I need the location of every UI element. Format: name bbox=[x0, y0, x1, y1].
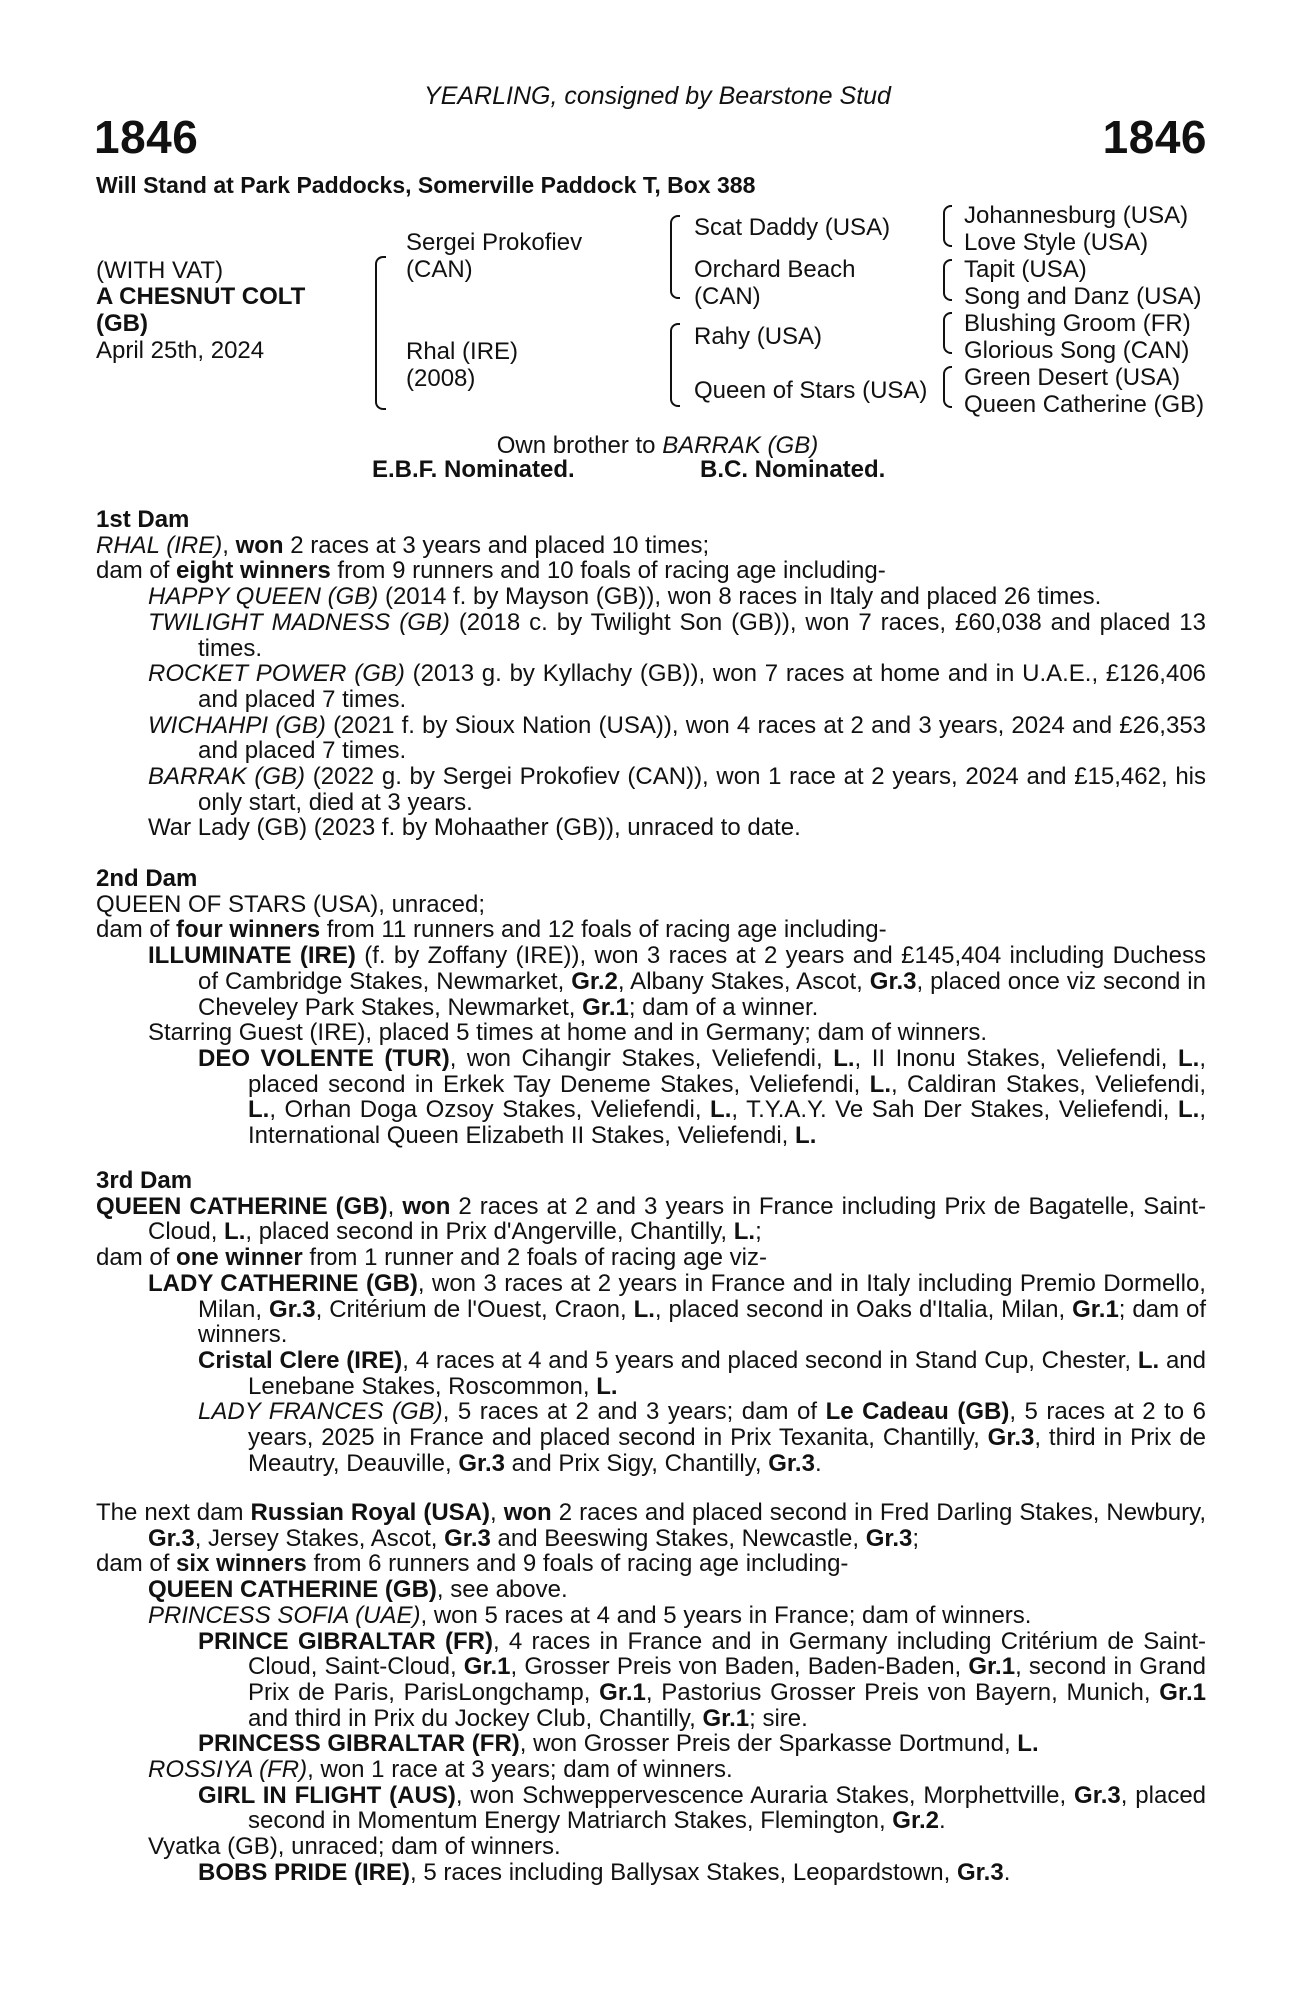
pedigree-brace-g12 bbox=[943, 205, 952, 247]
lot-number-left: 1846 bbox=[94, 111, 199, 163]
next-dam-grandproduce-4: BOBS PRIDE (IRE), 5 races including Ballysax Stakes, Leopardstown, Gr.3. bbox=[198, 1858, 1011, 1886]
second-dam-heading: 2nd Dam bbox=[96, 865, 198, 892]
dam-year: (2008) bbox=[406, 365, 476, 392]
first-dam-produce-3: ROCKET POWER (GB) (2013 g. by Kyllachy (GB)), won 7 races at home and in U.A.E., £126,406 and placed 7 times. bbox=[148, 660, 1207, 713]
first-dam-produce-5: BARRAK (GB) (2022 g. by Sergei Prokofiev (CAN)), won 1 race at 2 years, 2024 and £15,462, his only start, died at 3 years. bbox=[148, 763, 1206, 816]
pedigree-g4: Song and Danz (USA) bbox=[964, 283, 1202, 310]
next-dam-grandproduce-2: PRINCESS GIBRALTAR (FR), won Grosser Preis der Sparkasse Dortmund, L. bbox=[198, 1730, 1039, 1758]
dam-sire: Rahy (USA) bbox=[694, 323, 823, 350]
pedigree-g5: Blushing Groom (FR) bbox=[964, 310, 1191, 337]
stand-location: Will Stand at Park Paddocks, Somerville Paddock T, Box 388 bbox=[96, 172, 756, 198]
ebf-nominated: E.B.F. Nominated. bbox=[372, 456, 575, 483]
dam-dam: Queen of Stars (USA) bbox=[694, 377, 928, 404]
sire-dam-country: (CAN) bbox=[694, 283, 761, 310]
first-dam-produce-summary: dam of eight winners from 9 runners and 10 foals of racing age including- bbox=[96, 557, 886, 585]
first-dam-heading: 1st Dam bbox=[96, 506, 190, 533]
third-dam-heading: 3rd Dam bbox=[96, 1167, 193, 1194]
horse-description: A CHESNUT COLT bbox=[96, 283, 306, 310]
next-dam-section bbox=[96, 1500, 1206, 1886]
next-dam-produce-2: PRINCESS SOFIA (UAE), won 5 races at 4 and 5 years in France; dam of winners. bbox=[148, 1601, 1032, 1629]
horse-country: (GB) bbox=[96, 310, 148, 337]
pedigree-brace-dam bbox=[670, 323, 680, 407]
own-brother-note: Own brother to BARRAK (GB) bbox=[496, 432, 819, 459]
second-dam-produce-summary: dam of four winners from 11 runners and 12 foals of racing age including- bbox=[96, 916, 887, 944]
vat-note: (WITH VAT) bbox=[96, 257, 224, 284]
sire-name: Sergei Prokofiev bbox=[406, 229, 583, 256]
pedigree-g8: Queen Catherine (GB) bbox=[964, 391, 1205, 418]
next-dam-produce-summary: dam of six winners from 6 runners and 9 foals of racing age including- bbox=[96, 1550, 849, 1578]
pedigree-brace-g34 bbox=[943, 259, 952, 301]
pedigree-g7: Green Desert (USA) bbox=[964, 364, 1181, 391]
third-dam-intro: QUEEN CATHERINE (GB), won 2 races at 2 and 3 years in France including Prix de Bagatelle, Saint-Cloud, L., placed second in Prix d'Angerville, Chantilly, L.; bbox=[96, 1192, 1207, 1246]
dam-name: Rhal (IRE) bbox=[406, 338, 519, 365]
first-dam-section bbox=[96, 507, 1206, 841]
second-dam-produce-2: Starring Guest (IRE), placed 5 times at home and in Germany; dam of winners. bbox=[148, 1019, 988, 1047]
third-dam-produce-1: LADY CATHERINE (GB), won 3 races at 2 years in France and in Italy including Premio Dormello, Milan, Gr.3, Critérium de l'Ouest, Craon, L., placed second in Oaks d'Italia, Milan, Gr.1; dam of winners. bbox=[148, 1269, 1206, 1349]
catalogue-subtitle: YEARLING, consigned by Bearstone Stud bbox=[424, 82, 891, 110]
third-dam-produce-summary: dam of one winner from 1 runner and 2 foals of racing age viz- bbox=[96, 1244, 767, 1272]
first-dam-produce-2: TWILIGHT MADNESS (GB) (2018 c. by Twilight Son (GB)), won 7 races, £60,038 and placed 13 times. bbox=[148, 608, 1206, 662]
pedigree-brace-g56 bbox=[943, 312, 952, 354]
lot-number-right: 1846 bbox=[1102, 111, 1207, 163]
pedigree-g3: Tapit (USA) bbox=[964, 256, 1087, 283]
pedigree-g6: Glorious Song (CAN) bbox=[964, 337, 1190, 364]
next-dam-produce-1: QUEEN CATHERINE (GB), see above. bbox=[148, 1576, 568, 1604]
first-dam-produce-6: War Lady (GB) (2023 f. by Mohaather (GB)), unraced to date. bbox=[148, 814, 801, 842]
second-dam-section bbox=[96, 866, 1206, 1149]
second-dam-intro: QUEEN OF STARS (USA), unraced; bbox=[96, 890, 485, 918]
sire-country: (CAN) bbox=[406, 256, 473, 283]
first-dam-intro: RHAL (IRE), won 2 races at 3 years and placed 10 times; bbox=[96, 531, 710, 559]
third-dam-section bbox=[96, 1168, 1206, 1476]
first-dam-produce-4: WICHAHPI (GB) (2021 f. by Sioux Nation (USA)), won 4 races at 2 and 3 years, 2024 and £26,353 and placed 7 times. bbox=[148, 711, 1207, 765]
third-dam-grandproduce-1: Cristal Clere (IRE), 4 races at 4 and 5 years and placed second in Stand Cup, Chester, L. and Lenebane Stakes, Roscommon, L. bbox=[198, 1346, 1206, 1400]
second-dam-produce-1: ILLUMINATE (IRE) (f. by Zoffany (IRE)), won 3 races at 2 years and £145,404 including Duchess of Cambridge Stakes, Newmarket, Gr.2, Albany Stakes, Ascot, Gr.3, placed once viz second in Cheveley Park Stakes, Newmarket, Gr.1; dam of a winner. bbox=[148, 942, 1206, 1021]
sire-sire: Scat Daddy (USA) bbox=[694, 214, 891, 241]
next-dam-intro: The next dam Russian Royal (USA), won 2 races and placed second in Fred Darling Stakes, Newbury, Gr.3, Jersey Stakes, Ascot, Gr.3 and Beeswing Stakes, Newcastle, Gr.3; bbox=[96, 1499, 1206, 1552]
pedigree-brace-g78 bbox=[943, 366, 952, 408]
third-dam-grandproduce-2: LADY FRANCES (GB), 5 races at 2 and 3 years; dam of Le Cadeau (GB), 5 races at 2 to 6 years, 2025 in France and placed second in Prix Texanita, Chantilly, Gr.3, third in Prix de Meautry, Deauville, Gr.3 and Prix Sigy, Chantilly, Gr.3. bbox=[198, 1398, 1207, 1477]
next-dam-grandproduce-3: GIRL IN FLIGHT (AUS), won Schweppervescence Auraria Stakes, Morphettville, Gr.3, placed second in Momentum Energy Matriarch Stakes, Flemington, Gr.2. bbox=[198, 1781, 1207, 1835]
sire-dam-name: Orchard Beach bbox=[694, 256, 856, 283]
pedigree-brace-main bbox=[375, 256, 386, 410]
next-dam-grandproduce-1: PRINCE GIBRALTAR (FR), 4 races in France and in Germany including Critérium de Saint-Cloud, Saint-Cloud, Gr.1, Grosser Preis von Baden, Baden-Baden, Gr.1, second in Grand Prix de Paris, ParisLongchamp, Gr.1, Pastorius Grosser Preis von Bayern, Munich, Gr.1 and third in Prix du Jockey Club, Chantilly, Gr.1; sire. bbox=[198, 1627, 1207, 1732]
second-dam-grandproduce-1: DEO VOLENTE (TUR), won Cihangir Stakes, Veliefendi, L., II Inonu Stakes, Veliefendi, L., placed second in Erkek Tay Deneme Stakes, Veliefendi, L., Caldiran Stakes, Veliefendi, L., Orhan Doga Ozsoy Stakes, Veliefendi, L., T.Y.A.Y. Ve Sah Der Stakes, Veliefendi, L., International Queen Elizabeth II Stakes, Veliefendi, L. bbox=[198, 1044, 1207, 1150]
first-dam-produce-1: HAPPY QUEEN (GB) (2014 f. by Mayson (GB)), won 8 races in Italy and placed 26 times. bbox=[148, 583, 1102, 611]
pedigree-brace-sire bbox=[670, 215, 680, 299]
next-dam-produce-3: ROSSIYA (FR), won 1 race at 3 years; dam of winners. bbox=[148, 1756, 733, 1784]
foaling-date: April 25th, 2024 bbox=[96, 337, 265, 364]
next-dam-produce-4: Vyatka (GB), unraced; dam of winners. bbox=[148, 1833, 561, 1861]
pedigree-g1: Johannesburg (USA) bbox=[964, 202, 1189, 229]
bc-nominated: B.C. Nominated. bbox=[700, 456, 886, 483]
pedigree-g2: Love Style (USA) bbox=[964, 229, 1149, 256]
